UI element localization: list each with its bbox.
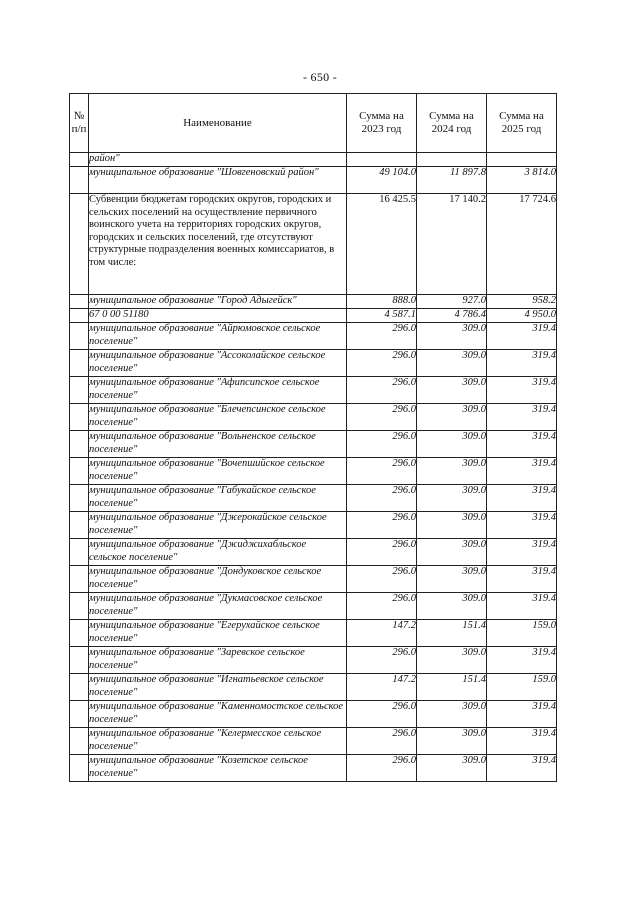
row-name: муниципальное образование "Вочепшийское сельское поселение"	[89, 458, 347, 485]
row-num-cell	[70, 728, 89, 755]
header-name: Наименование	[89, 94, 347, 153]
row-sum-2025: 319.4	[487, 701, 557, 728]
row-sum-2024: 927.0	[417, 295, 487, 309]
row-sum-2025: 319.4	[487, 728, 557, 755]
row-sum-2024: 309.0	[417, 566, 487, 593]
row-sum-2025: 319.4	[487, 755, 557, 782]
row-name: муниципальное образование "Джиджихабльское сельское поселение"	[89, 539, 347, 566]
row-sum-2024: 151.4	[417, 620, 487, 647]
row-name: муниципальное образование "Шовгеновский район"	[89, 167, 347, 194]
row-num-cell	[70, 194, 89, 295]
row-sum-2023: 296.0	[347, 701, 417, 728]
row-name: муниципальное образование "Дондуковское сельское поселение"	[89, 566, 347, 593]
row-num-cell	[70, 593, 89, 620]
row-num-cell	[70, 647, 89, 674]
row-num-cell	[70, 566, 89, 593]
row-sum-2023: 296.0	[347, 458, 417, 485]
table-row	[70, 647, 557, 674]
row-sum-2024: 309.0	[417, 458, 487, 485]
row-sum-2025: 319.4	[487, 350, 557, 377]
row-num-cell	[70, 620, 89, 647]
row-name: муниципальное образование "Город Адыгейск"	[89, 295, 347, 309]
table-row	[70, 295, 557, 309]
row-sum-2024: 4 786.4	[417, 309, 487, 323]
row-sum-2024: 11 897.8	[417, 167, 487, 194]
row-sum-2023: 4 587.1	[347, 309, 417, 323]
row-sum-2024: 309.0	[417, 485, 487, 512]
row-sum-2024: 309.0	[417, 377, 487, 404]
row-sum-2025: 319.4	[487, 323, 557, 350]
row-sum-2025: 319.4	[487, 377, 557, 404]
row-sum-2024: 309.0	[417, 350, 487, 377]
table-row	[70, 539, 557, 566]
row-sum-2023	[347, 153, 417, 167]
row-sum-2024: 309.0	[417, 323, 487, 350]
row-name: муниципальное образование "Келермесское сельское поселение"	[89, 728, 347, 755]
row-name: муниципальное образование "Дукмасовское сельское поселение"	[89, 593, 347, 620]
row-sum-2024: 151.4	[417, 674, 487, 701]
row-sum-2025: 159.0	[487, 620, 557, 647]
row-name: муниципальное образование "Габукайское сельское поселение"	[89, 485, 347, 512]
table-row	[70, 755, 557, 782]
row-sum-2023: 49 104.0	[347, 167, 417, 194]
table-row	[70, 431, 557, 458]
header-sum-2024: Сумма на 2024 год	[417, 94, 487, 153]
row-sum-2024: 309.0	[417, 755, 487, 782]
row-num-cell	[70, 512, 89, 539]
row-sum-2024: 309.0	[417, 647, 487, 674]
header-sum-2025: Сумма на 2025 год	[487, 94, 557, 153]
row-name: муниципальное образование "Ассоколайское сельское поселение"	[89, 350, 347, 377]
row-num-cell	[70, 404, 89, 431]
row-num-cell	[70, 755, 89, 782]
row-sum-2025: 319.4	[487, 512, 557, 539]
table-row	[70, 566, 557, 593]
row-name: Субвенции бюджетам городских округов, городских и сельских поселений на осуществление первичного воинского учета на территориях городских округов, городских и сельских поселений, где отсутствуют структурные подразделения военных комиссариатов, в том числе:	[89, 194, 347, 295]
table-row	[70, 674, 557, 701]
budget-table	[69, 93, 557, 782]
row-sum-2024	[417, 153, 487, 167]
row-sum-2025: 4 950.0	[487, 309, 557, 323]
row-sum-2023: 296.0	[347, 755, 417, 782]
header-sum-2023: Сумма на 2023 год	[347, 94, 417, 153]
row-name: муниципальное образование "Егерухайское сельское поселение"	[89, 620, 347, 647]
table-row	[70, 512, 557, 539]
row-sum-2023: 296.0	[347, 377, 417, 404]
row-num-cell	[70, 377, 89, 404]
row-sum-2023: 296.0	[347, 431, 417, 458]
row-sum-2023: 296.0	[347, 485, 417, 512]
row-sum-2023: 296.0	[347, 728, 417, 755]
row-sum-2025: 319.4	[487, 485, 557, 512]
row-sum-2023: 296.0	[347, 323, 417, 350]
table-header-row	[70, 94, 557, 153]
row-sum-2023: 296.0	[347, 350, 417, 377]
row-num-cell	[70, 458, 89, 485]
row-sum-2024: 309.0	[417, 512, 487, 539]
row-sum-2023: 147.2	[347, 674, 417, 701]
row-sum-2024: 17 140.2	[417, 194, 487, 295]
row-num-cell	[70, 431, 89, 458]
row-sum-2025: 319.4	[487, 566, 557, 593]
row-num-cell	[70, 350, 89, 377]
row-name: 67 0 00 51180	[89, 309, 347, 323]
table-row	[70, 194, 557, 295]
row-num-cell	[70, 309, 89, 323]
table-row	[70, 323, 557, 350]
table-row	[70, 167, 557, 194]
row-sum-2025: 3 814.0	[487, 167, 557, 194]
table-row	[70, 458, 557, 485]
row-num-cell	[70, 153, 89, 167]
row-sum-2025	[487, 153, 557, 167]
row-sum-2025: 159.0	[487, 674, 557, 701]
table-row	[70, 350, 557, 377]
row-name: муниципальное образование "Козетское сельское поселение"	[89, 755, 347, 782]
row-sum-2023: 296.0	[347, 647, 417, 674]
row-sum-2023: 296.0	[347, 539, 417, 566]
row-name: муниципальное образование "Блечепсинское сельское поселение"	[89, 404, 347, 431]
row-name: муниципальное образование "Игнатьевское сельское поселение"	[89, 674, 347, 701]
table-row	[70, 593, 557, 620]
row-num-cell	[70, 167, 89, 194]
row-sum-2024: 309.0	[417, 539, 487, 566]
row-sum-2023: 296.0	[347, 566, 417, 593]
row-sum-2023: 888.0	[347, 295, 417, 309]
table-row	[70, 309, 557, 323]
row-sum-2025: 319.4	[487, 458, 557, 485]
row-sum-2024: 309.0	[417, 404, 487, 431]
row-num-cell	[70, 674, 89, 701]
row-num-cell	[70, 485, 89, 512]
row-name: муниципальное образование "Айрюмовское сельское поселение"	[89, 323, 347, 350]
table-row	[70, 153, 557, 167]
row-sum-2023: 296.0	[347, 404, 417, 431]
row-name: муниципальное образование "Афипсипское сельское поселение"	[89, 377, 347, 404]
row-sum-2024: 309.0	[417, 728, 487, 755]
row-sum-2025: 319.4	[487, 404, 557, 431]
row-name: муниципальное образование "Заревское сельское поселение"	[89, 647, 347, 674]
table-row	[70, 377, 557, 404]
row-num-cell	[70, 539, 89, 566]
row-sum-2023: 296.0	[347, 593, 417, 620]
header-num: № п/п	[70, 94, 89, 153]
row-sum-2025: 319.4	[487, 539, 557, 566]
table-row	[70, 404, 557, 431]
row-num-cell	[70, 295, 89, 309]
page-number: - 650 -	[302, 70, 338, 84]
row-sum-2025: 17 724.6	[487, 194, 557, 295]
row-sum-2023: 16 425.5	[347, 194, 417, 295]
row-sum-2025: 319.4	[487, 431, 557, 458]
row-name: муниципальное образование "Джерокайское сельское поселение"	[89, 512, 347, 539]
row-sum-2023: 147.2	[347, 620, 417, 647]
table-row	[70, 620, 557, 647]
row-sum-2025: 319.4	[487, 593, 557, 620]
row-sum-2023: 296.0	[347, 512, 417, 539]
row-sum-2025: 958.2	[487, 295, 557, 309]
table-row	[70, 701, 557, 728]
row-name: муниципальное образование "Каменномостское сельское поселение"	[89, 701, 347, 728]
row-name: район"	[89, 153, 347, 167]
table-row	[70, 485, 557, 512]
row-name: муниципальное образование "Вольненское сельское поселение"	[89, 431, 347, 458]
table-row	[70, 728, 557, 755]
row-sum-2024: 309.0	[417, 701, 487, 728]
row-num-cell	[70, 701, 89, 728]
row-sum-2024: 309.0	[417, 593, 487, 620]
row-sum-2025: 319.4	[487, 647, 557, 674]
row-sum-2024: 309.0	[417, 431, 487, 458]
row-num-cell	[70, 323, 89, 350]
